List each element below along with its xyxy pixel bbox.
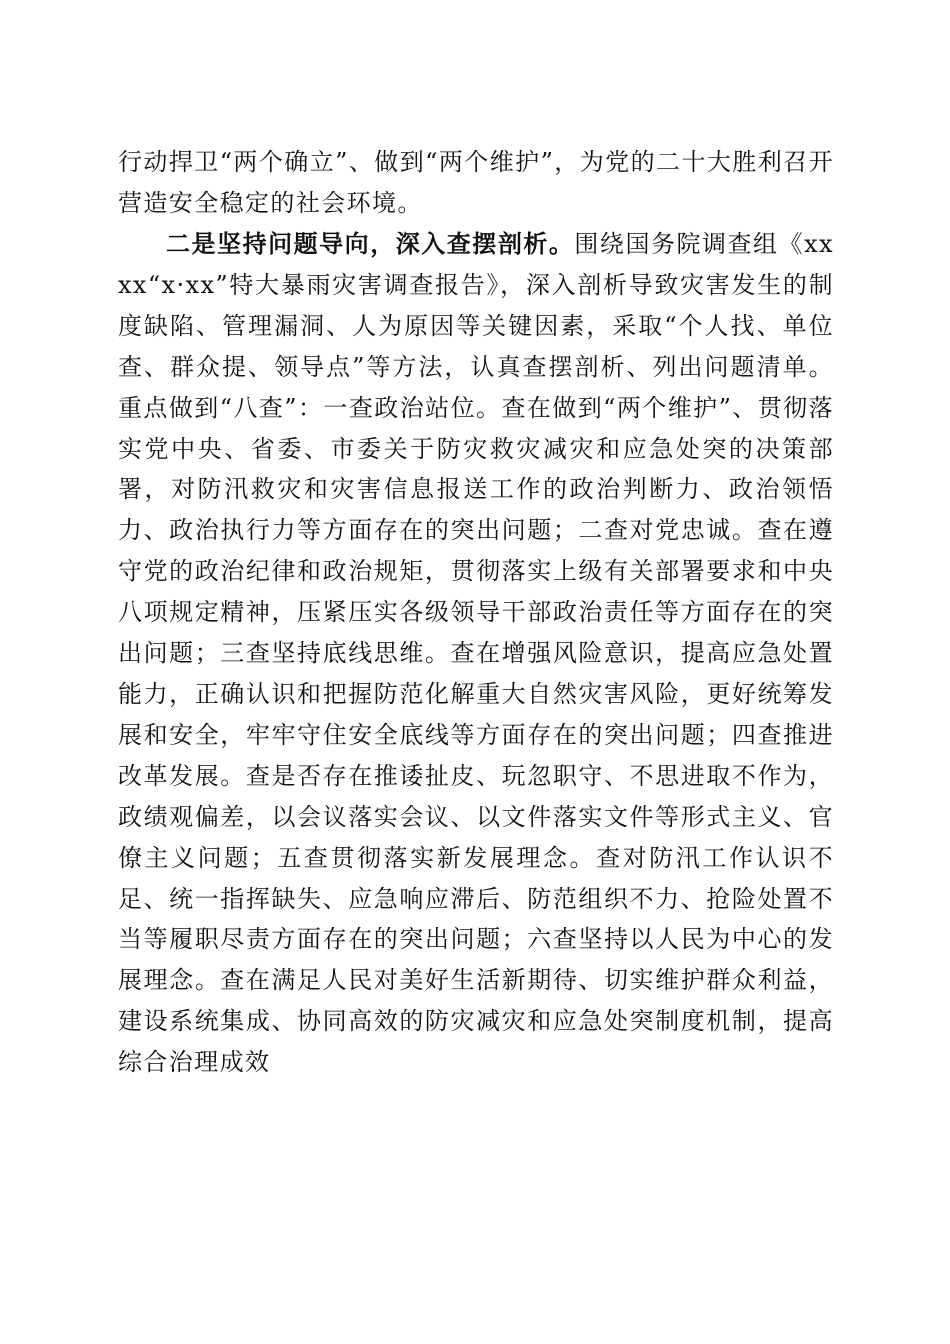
paragraph-problem-orientation	[118, 224, 834, 1083]
paragraph-continuation: 行动捍卫“两个确立”、做到“两个维护”，为党的二十大胜利召开营造安全稳定的社会环境。	[118, 148, 834, 217]
paragraph-body: 围绕国务院调查组《xxxx“x·xx”特大暴雨灾害调查报告》，深入剖析导致灾害发生的制度缺陷、管理漏洞、人为原因等关键因素，采取“个人找、单位查、群众提、领导点”等方法，认真查摆剖析、列出问题清单。重点做到“八查”：一查政治站位。查在做到“两个维护”、贯彻落实党中央、省委、市委关于防灾救灾减灾和应急处突的决策部署，对防汛救灾和灾害信息报送工作的政治判断力、政治领悟力、政治执行力等方面存在的突出问题；二查对党忠诚。查在遵守党的政治纪律和政治规矩，贯彻落实上级有关部署要求和中央八项规定精神，压紧压实各级领导干部政治责任等方面存在的突出问题；三查坚持底线思维。查在增强风险意识，提高应急处置能力，正确认识和把握防范化解重大自然灾害风险，更好统筹发展和安全，牢牢守住安全底线等方面存在的突出问题；四查推进改革发展。查是否存在推诿扯皮、玩忽职守、不思进取不作为，政绩观偏差，以会议落实会议、以文件落实文件等形式主义、官僚主义问题；五查贯彻落实新发展理念。查对防汛工作认识不足、统一指挥缺失、应急响应滞后、防范组织不力、抢险处置不当等履职尽责方面存在的突出问题；六查坚持以人民为中心的发展理念。查在满足人民对美好生活新期待、切实维护群众利益，建设系统集成、协同高效的防灾减灾和应急处突制度机制，提高综合治理成效	[118, 230, 834, 1077]
paragraph-lead-heading: 二是坚持问题导向，深入查摆剖析。	[166, 229, 575, 258]
